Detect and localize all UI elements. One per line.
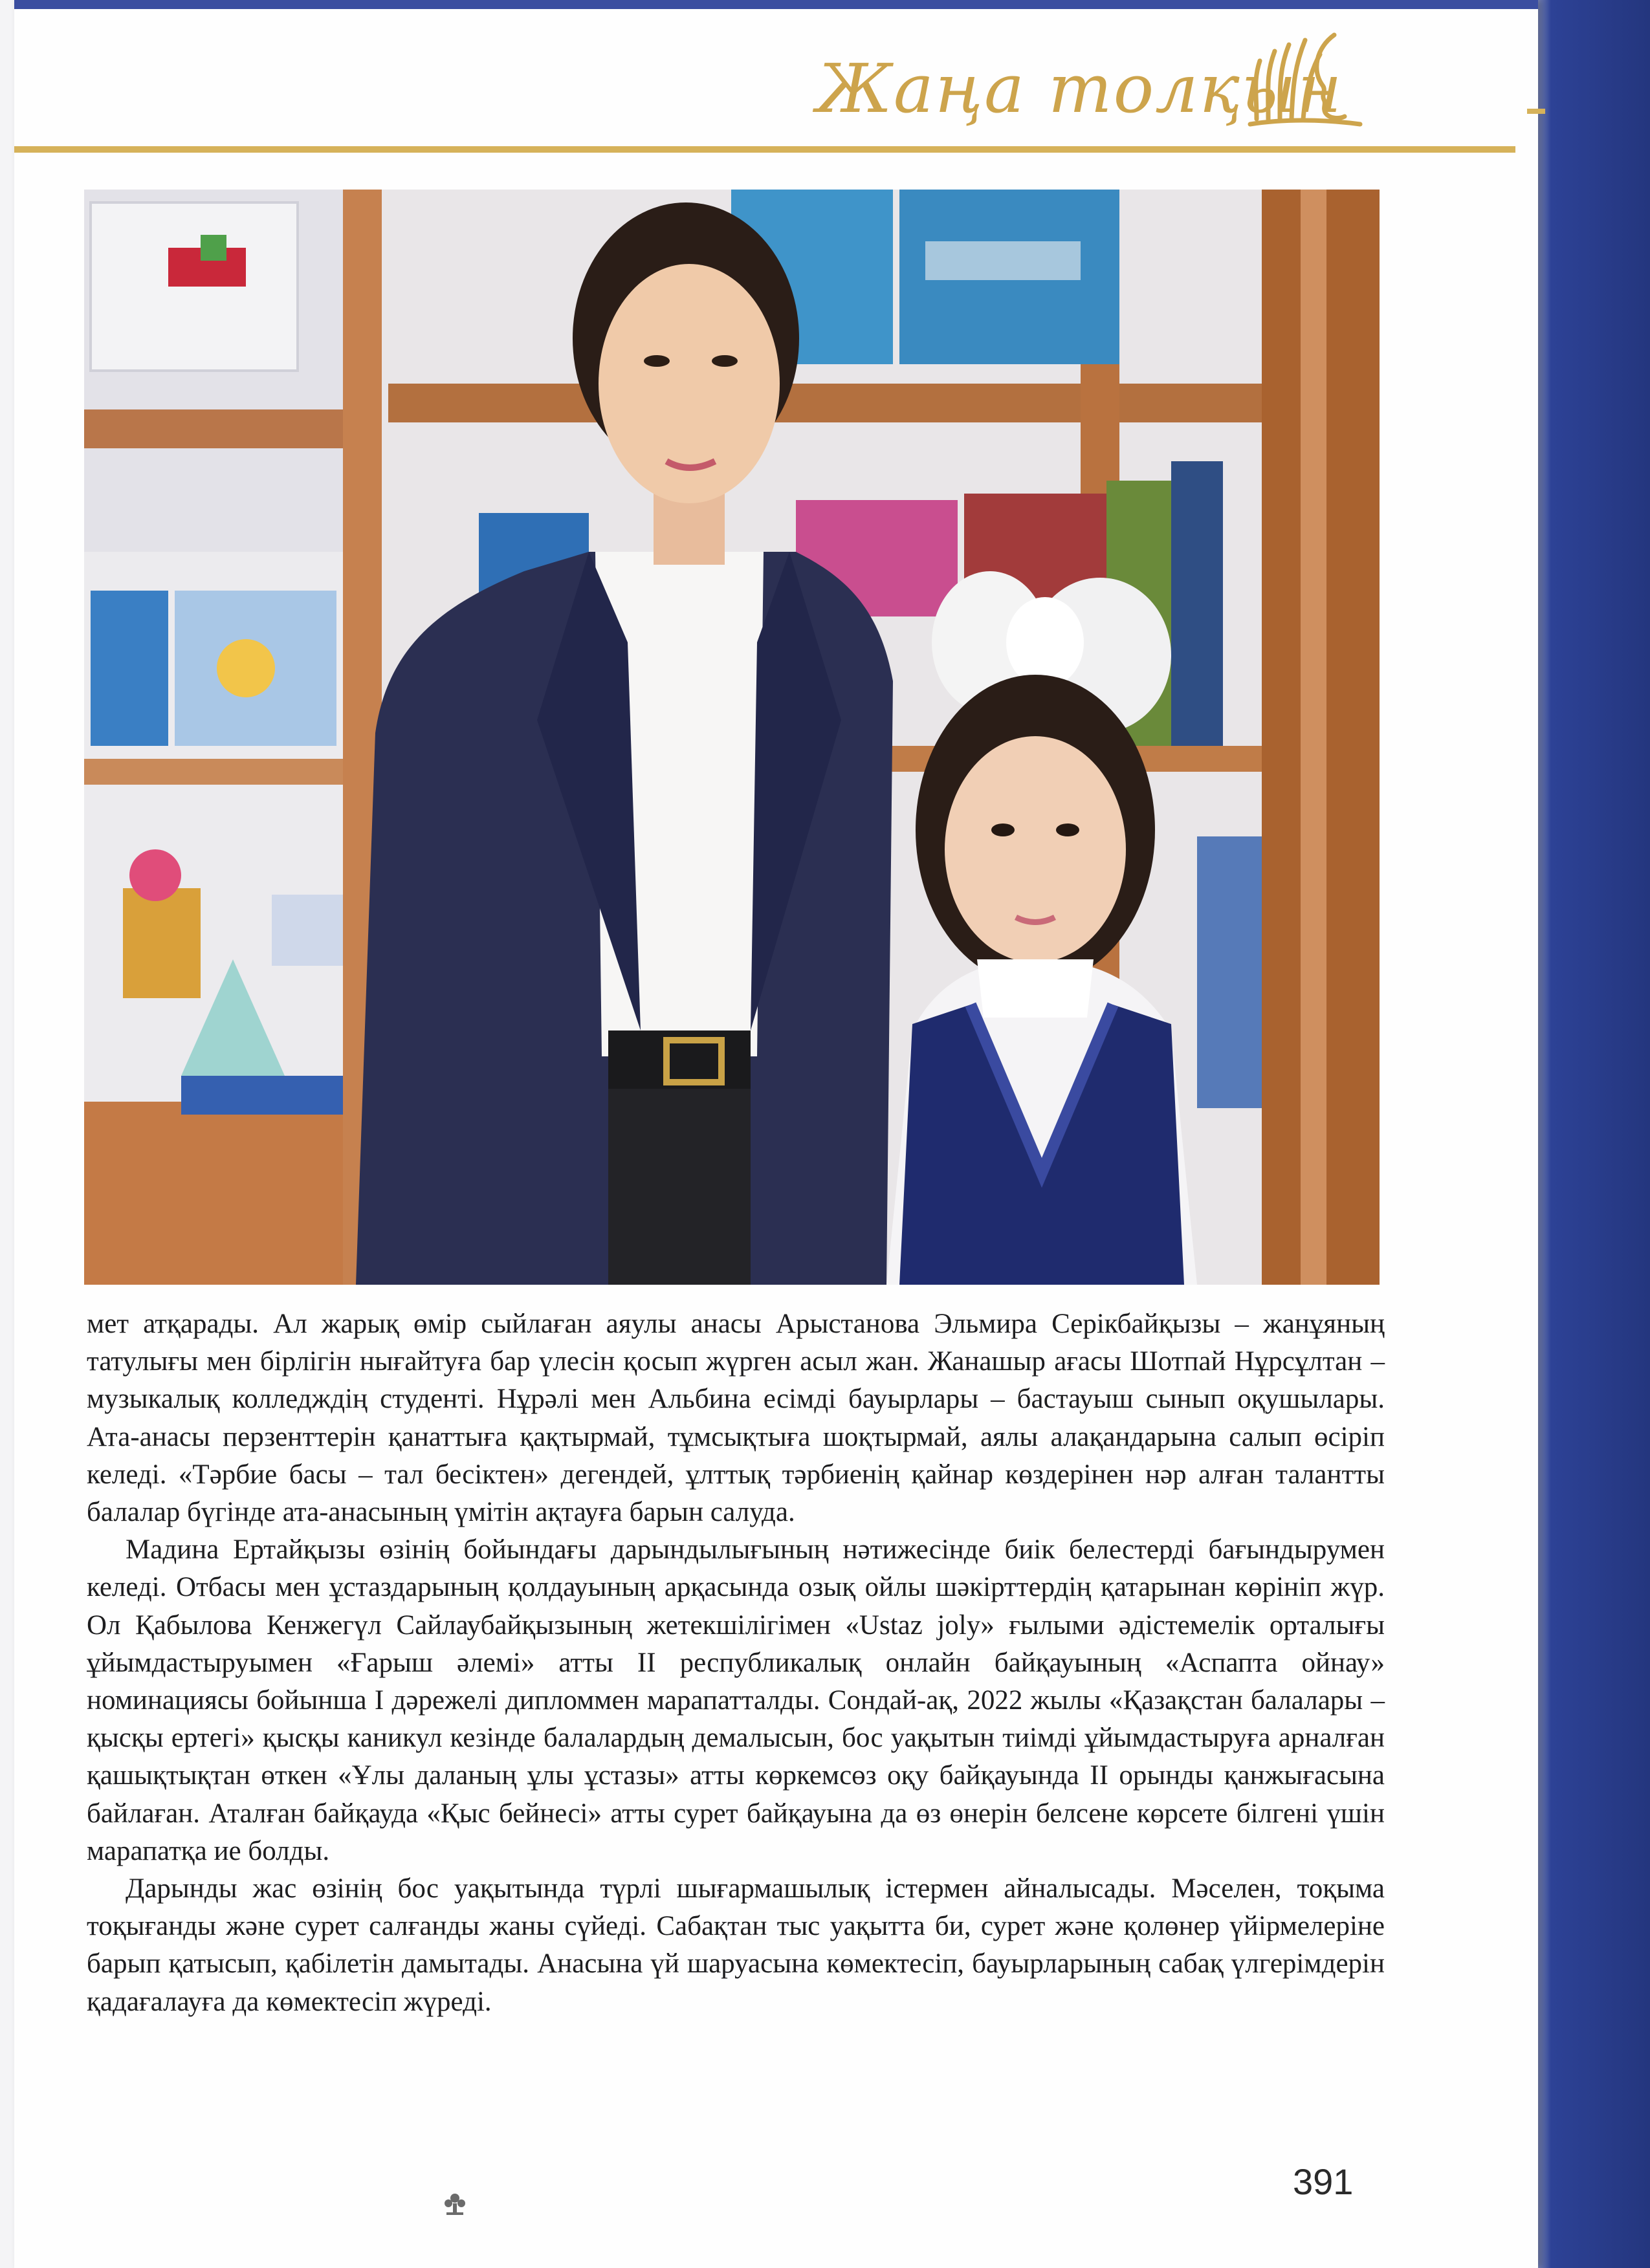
book-page (14, 0, 1538, 2268)
article-text (87, 1305, 1385, 2021)
header-divider (14, 146, 1515, 153)
wave-face-logo-icon (1244, 22, 1367, 132)
floral-ornament-icon (439, 2186, 471, 2219)
article-paragraph: Мадина Ертайқызы өзінің бойындағы дарындылығының нәтижесінде биік белестерді бағындырумен келеді. Отбасы мен ұстаздарының қолдауының арқасында озық ойлы шәкірттердің қатарынан көрініп жүр. Ол Қабылова Кенжегүл Сайлаубайқызының жетекшілігімен «Ustaz joly» ғылыми әдістемелік орталығы ұйымдастыруымен «Ғарыш әлемі» атты ІІ республикалық онлайн байқауының «Аспапта ойнау» номинациясы бойынша І дәрежелі дипломмен марапатталды. Сондай-ақ, 2022 жылы «Қазақстан балалары – қысқы ертегі» қысқы каникул кезінде балалардың демалысын, бос уақытын тиімді ұйымдастыруға арналған қашықтықтан өткен «Ұлы даланың ұлы ұстазы» атты көркемсөз оқу байқауында ІІ орынды қанжығасына байлаған. Аталған байқауда «Қыс бейнесі» атты сурет байқауына да өз өнерін белсене көрсете білгені үшін марапатқа ие болды. (87, 1534, 1385, 1866)
page-number: 391 (1293, 2161, 1354, 2202)
photo-teacher-and-girl-icon (84, 190, 1380, 1285)
top-color-strip (14, 0, 1538, 9)
article-paragraph: мет атқарады. Ал жарық өмір сыйлаған аяулы анасы Арыстанова Эльмира Серікбайқызы – жанұяның татулығы мен бірлігін нығайтуға бар үлесін қосып жүрген асыл жан. Жанашыр ағасы Шотпай Нұрсұлтан – музыкалық колледждің студенті. Нұрәлі мен Альбина есімді бауырлары – бастауыш сынып оқушылары. Ата-анасы перзенттерін қанаттыға қақтырмай, тұмсықтыға шоқтырмай, аялы алақандарына салып өсіріп келеді. «Тәрбие басы – тал бесіктен» дегендей, ұлттық тәрбиенің қайнар көздерінен нәр алған талантты балалар бүгінде ата-анасының үмітін ақтауға барын салуда. (87, 1309, 1385, 1528)
section-title: Жаңа толқын (817, 49, 1343, 128)
article-paragraph: Дарынды жас өзінің бос уақытында түрлі шығармашылық істермен айналысады. Мәселен, тоқыма тоқығанды және сурет салғанды жаны сүйеді. Сабақтан тыс уақытта би, сурет және қолөнер үйірмелеріне барып қатысып, қабілетін дамытады. Анасына үй шаруасына көмектесіп, бауырларының сабақ үлгерімдерін қадағалауға да көмектесіп жүреді. (87, 1873, 1385, 2017)
header-divider-tab (1527, 109, 1545, 114)
